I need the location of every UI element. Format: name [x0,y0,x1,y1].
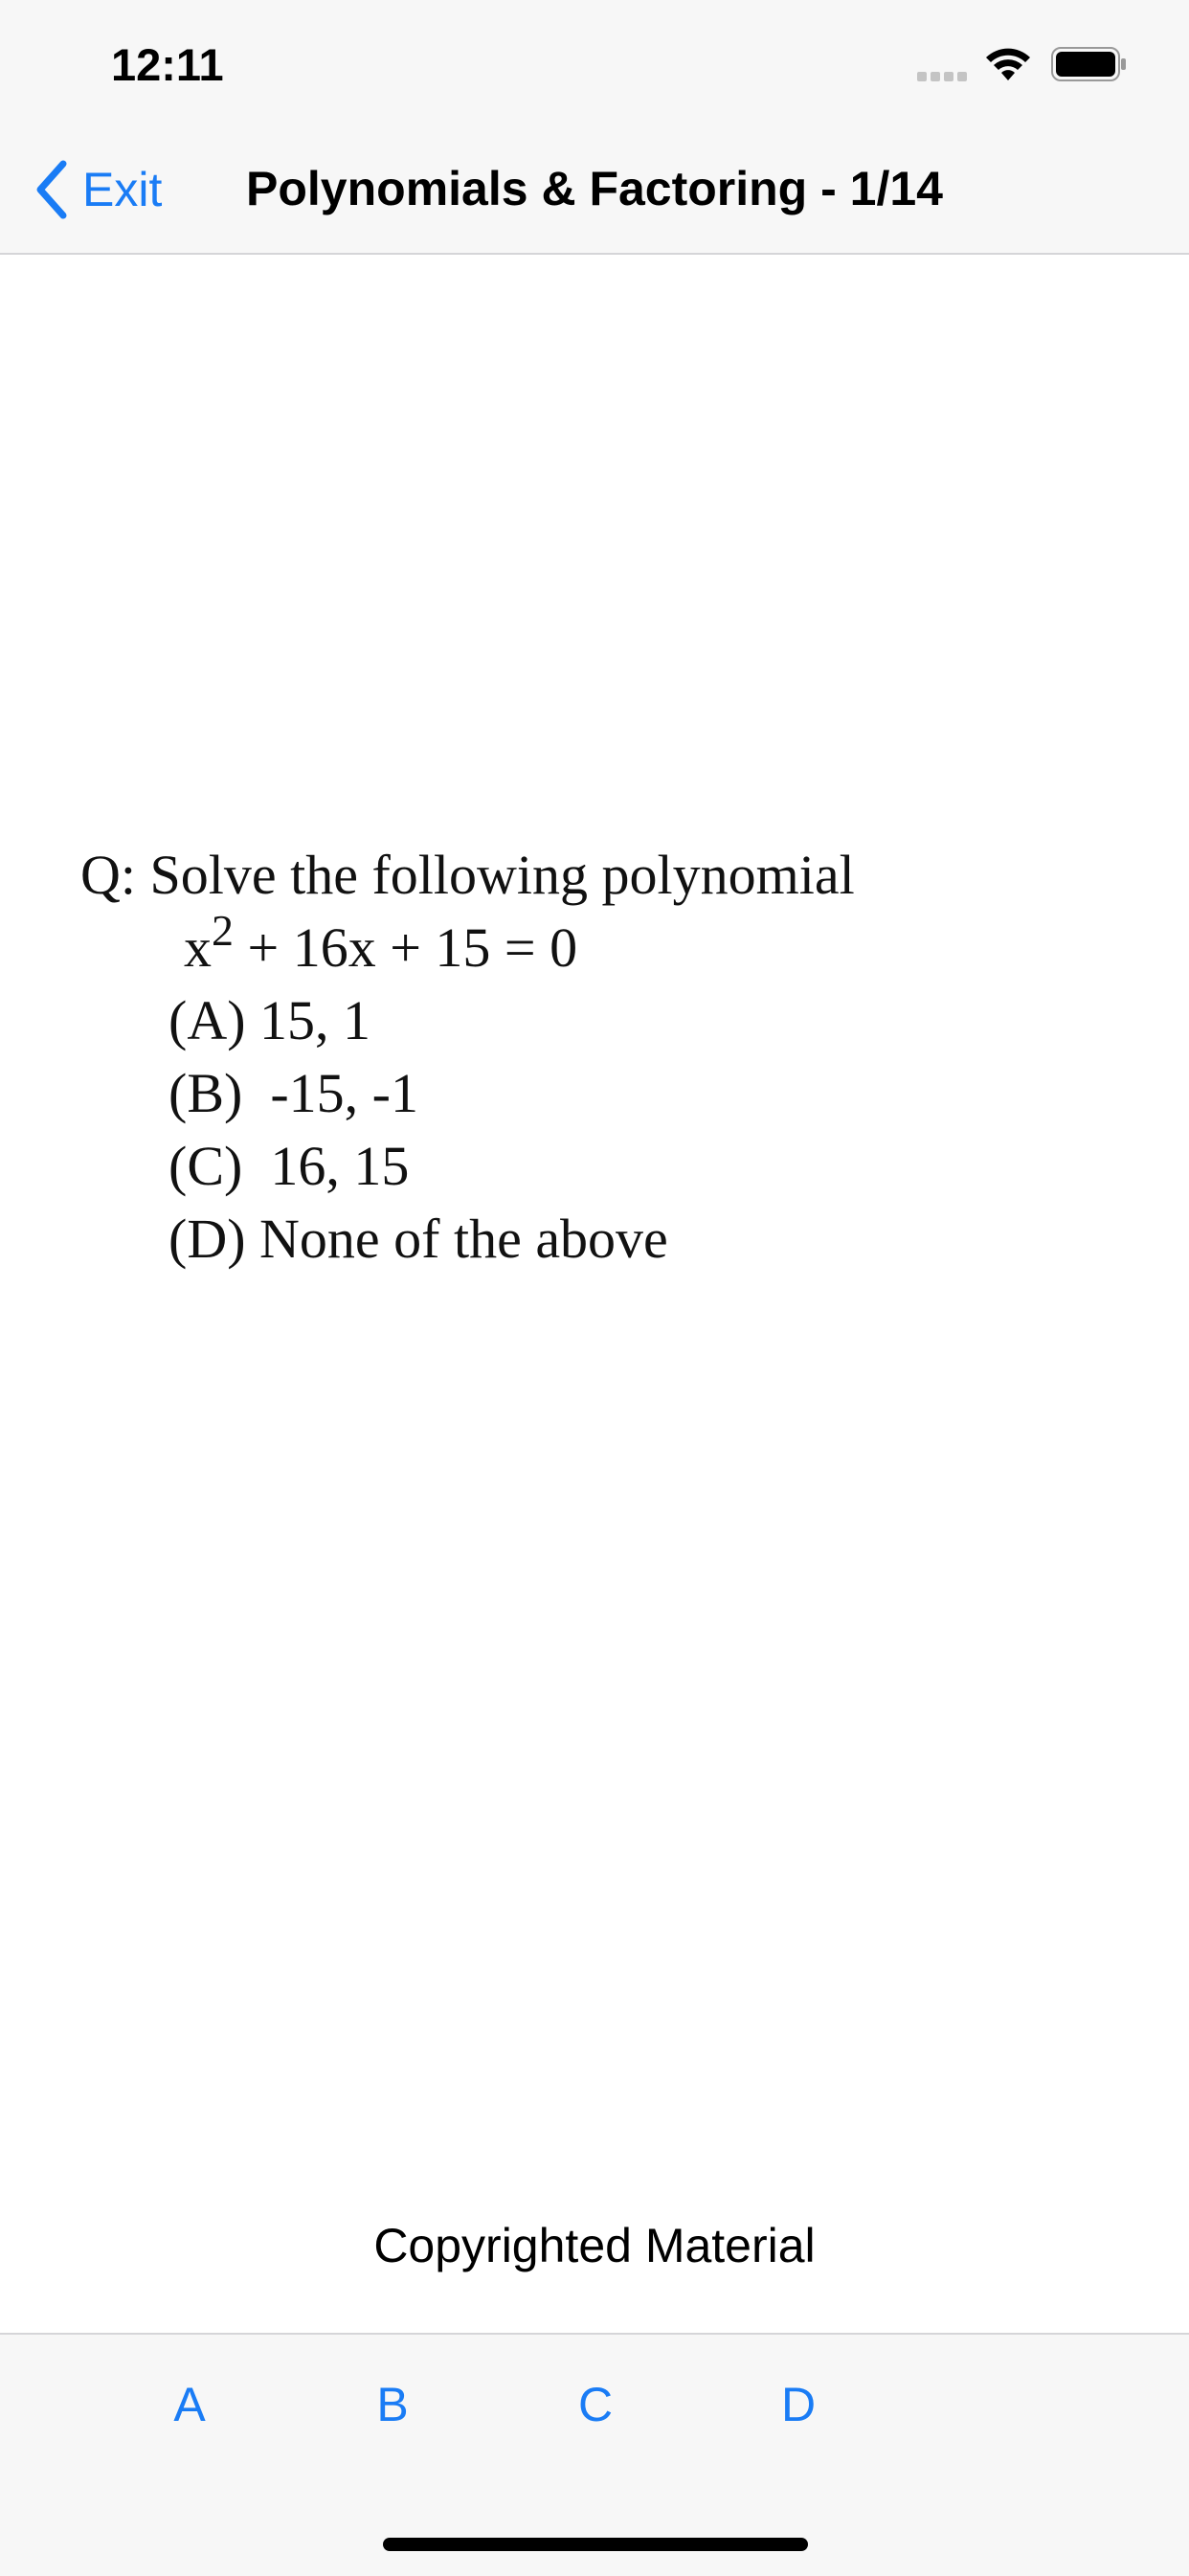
answer-d-button[interactable]: D [780,2378,817,2431]
question-equation [184,906,855,984]
copyright-notice: Copyrighted Material [373,2219,816,2272]
option-b: (B) -15, -1 [168,1062,418,1124]
option-c: (C) 16, 15 [168,1135,410,1197]
answer-b-button[interactable]: B [376,2378,409,2431]
option-list [168,984,855,1276]
exit-label: Exit [82,163,163,216]
battery-icon [1051,46,1128,87]
question-prompt: Q: Solve the following polynomial [80,844,855,906]
signal-dots-icon [917,69,971,86]
answer-c-button[interactable]: C [577,2378,614,2431]
home-indicator[interactable] [383,2538,808,2551]
question-area [0,255,1189,2333]
equation-rest: + 16x + 15 = 0 [234,916,578,979]
status-bar [0,0,1189,144]
option-d: (D) None of the above [168,1208,668,1270]
page-title: Polynomials & Factoring - 1/14 [246,162,943,215]
answer-a-button[interactable]: A [173,2378,206,2431]
question-card [80,839,855,1276]
status-time: 12:11 [111,39,224,90]
navigation-bar [0,144,1189,255]
equation-exponent: 2 [212,906,234,955]
wifi-icon [984,46,1032,87]
equation-base: x [184,916,212,979]
option-a: (A) 15, 1 [168,989,371,1051]
